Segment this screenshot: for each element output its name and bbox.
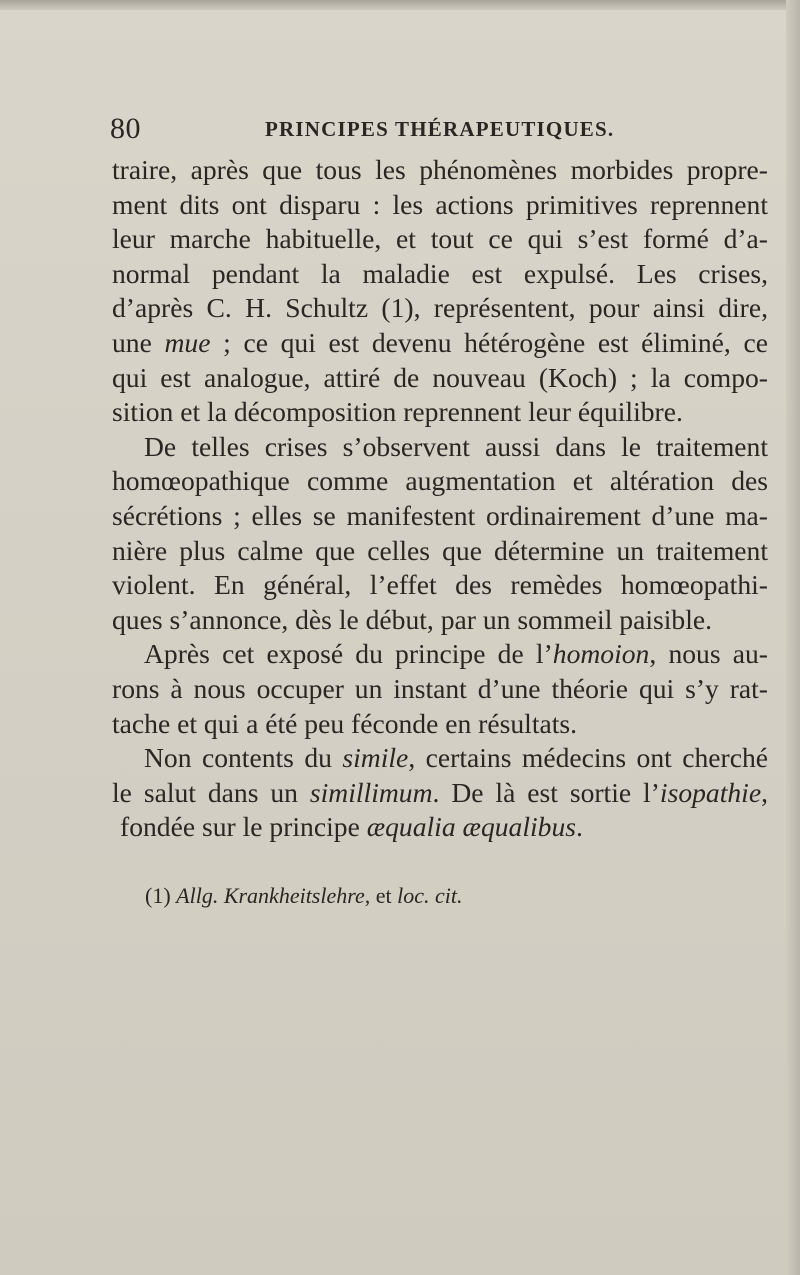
paragraph-2 xyxy=(112,430,768,638)
text-run: une xyxy=(112,326,165,358)
text-run: ; ce qui est devenu hétérogène est éliminé, ce xyxy=(210,326,768,358)
footnote-citation: Allg. Krankheitslehre, xyxy=(176,883,371,908)
text-run: Non contents du xyxy=(144,742,343,774)
text-line: homœopathique comme augmentation et altération des xyxy=(112,465,768,497)
text-line: d’après C. H. Schultz (1), représentent, pour ainsi dire, xyxy=(112,292,768,324)
text-run: , nous au- xyxy=(649,638,768,670)
text-line: sition et la décomposition reprennent leur équilibre. xyxy=(112,396,683,428)
page-header xyxy=(110,112,770,152)
page-number: 80 xyxy=(110,112,141,145)
text-run: , certains médecins ont cherché xyxy=(408,742,768,774)
text-line: qui est analogue, attiré de nouveau (Koch) ; la compo- xyxy=(112,361,768,393)
text-line: rons à nous occuper un instant d’une théorie qui s’y rat- xyxy=(112,672,768,704)
text-run: fondée sur le principe xyxy=(120,811,367,843)
text-line: tache et qui a été peu féconde en résultats. xyxy=(112,707,578,739)
paragraph-1 xyxy=(112,153,768,430)
footnote-marker: (1) xyxy=(145,883,177,908)
italic-term: æqualia æqualibus xyxy=(366,811,577,843)
text-run: , xyxy=(761,776,769,808)
paragraph-3 xyxy=(112,637,768,741)
italic-term: mue xyxy=(164,326,211,358)
text-line xyxy=(112,776,768,811)
italic-term: isopathie xyxy=(659,776,762,808)
text-line: De telles crises s’observent aussi dans le traitement xyxy=(144,430,768,462)
page-top-edge xyxy=(0,0,800,10)
italic-term: simillimum xyxy=(309,776,433,808)
text-run: Après cet exposé du principe de l’ xyxy=(144,638,553,670)
text-line: normal pendant la maladie est expulsé. Les crises, xyxy=(112,257,768,289)
text-line xyxy=(112,810,768,845)
body-text xyxy=(112,153,768,845)
italic-term: homoion xyxy=(552,638,650,670)
running-title: PRINCIPES THÉRAPEUTIQUES. xyxy=(265,117,615,141)
text-line xyxy=(112,741,768,776)
text-line: nière plus calme que celles que détermine un traitement xyxy=(112,534,768,566)
text-line: ques s’annonce, dès le début, par un sommeil paisible. xyxy=(112,603,713,635)
text-run: . xyxy=(576,811,583,843)
text-line: traire, après que tous les phénomènes morbides propre- xyxy=(112,154,768,185)
text-line: ment dits ont disparu : les actions primitives reprennent xyxy=(112,188,768,220)
text-run: le salut dans un xyxy=(112,776,310,808)
text-line xyxy=(112,326,768,361)
footnote-text: et xyxy=(370,883,398,908)
text-line: sécrétions ; elles se manifestent ordinairement d’une ma- xyxy=(112,499,768,531)
page-right-edge xyxy=(786,0,800,1275)
text-line: leur marche habituelle, et tout ce qui s’est formé d’a- xyxy=(112,223,768,255)
footnote xyxy=(145,882,745,910)
text-line: violent. En général, l’effet des remèdes homœopathi- xyxy=(112,569,768,601)
paragraph-4 xyxy=(112,741,768,845)
footnote-citation: loc. cit. xyxy=(397,883,463,908)
italic-term: simile xyxy=(342,742,409,774)
text-run: . De là est sortie l’ xyxy=(432,776,660,808)
text-line xyxy=(112,637,768,672)
